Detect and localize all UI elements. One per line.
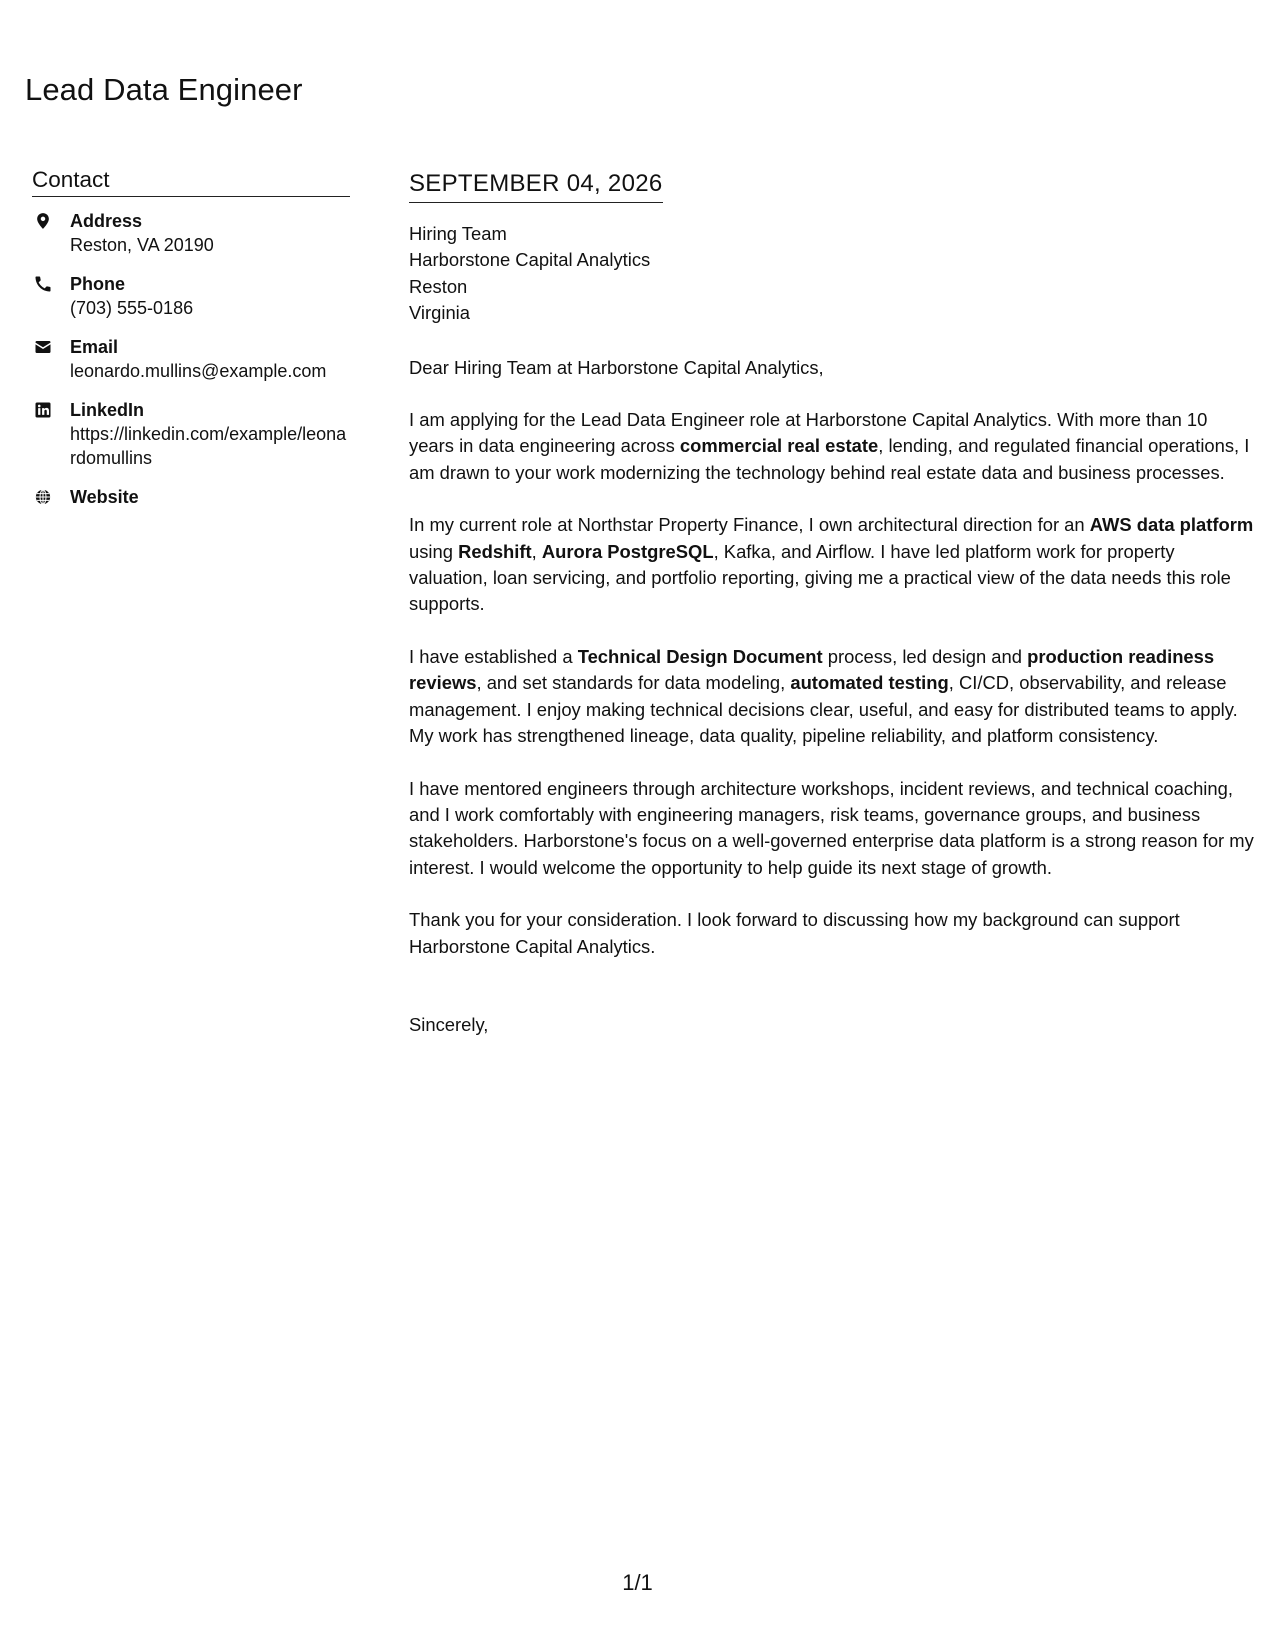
globe-icon bbox=[32, 485, 70, 506]
paragraph-text: , Kafka, and Airflow. I have led platform work for property valuation, loan servicing, and portfolio reporting, giving me a practical view of the data needs this role supports. bbox=[409, 540, 1231, 615]
linkedin-icon bbox=[32, 398, 70, 419]
contact-value-email[interactable]: leonardo.mullins@example.com bbox=[70, 361, 327, 381]
emphasis-text: AWS data platform bbox=[1089, 514, 1254, 536]
emphasis-text: automated testing bbox=[790, 672, 949, 694]
letter-paragraph bbox=[409, 407, 1257, 486]
contact-label-email: Email bbox=[70, 337, 119, 357]
contact-email bbox=[32, 335, 350, 383]
page-number: 1/1 bbox=[622, 1570, 653, 1595]
recipient-block bbox=[409, 221, 1257, 327]
letter-paragraph bbox=[409, 907, 1257, 960]
contact-label-address: Address bbox=[70, 211, 143, 231]
cover-letter bbox=[409, 168, 1257, 1064]
contact-value-phone: (703) 555-0186 bbox=[70, 298, 194, 318]
recipient-line: Virginia bbox=[409, 302, 470, 324]
contact-value-linkedin[interactable]: https://linkedin.com/example/leonardomullins bbox=[70, 424, 347, 468]
paragraph-text: process, led design and bbox=[822, 645, 1028, 667]
paragraph-text: using bbox=[409, 540, 459, 562]
contact-label-linkedin: LinkedIn bbox=[70, 400, 145, 420]
envelope-icon bbox=[32, 335, 70, 356]
recipient-line: Reston bbox=[409, 275, 468, 297]
paragraph-text: I am applying for the Lead Data Engineer role at Harborstone Capital Analytics. With more than 10 years in data engineering across bbox=[409, 409, 1208, 457]
contact-website bbox=[32, 485, 350, 509]
paragraph-text: I have mentored engineers through architecture workshops, incident reviews, and technical coaching, and I work comfortably with engineering managers, risk teams, governance groups, and business stakeholders. Harborstone's focus on a well-governed enterprise data platform is a strong reason for my interest. I would welcome the opportunity to help guide its next stage of growth. bbox=[409, 777, 1254, 878]
paragraph-text: Thank you for your consideration. I look forward to discussing how my background can support Harborstone Capital Analytics. bbox=[409, 909, 1180, 957]
contact-label-phone: Phone bbox=[70, 274, 126, 294]
recipient-line: Hiring Team bbox=[409, 223, 507, 244]
emphasis-text: commercial real estate bbox=[679, 435, 879, 457]
contact-address bbox=[32, 209, 350, 257]
page-title: Lead Data Engineer bbox=[25, 72, 303, 107]
paragraph-text: , CI/CD, observability, and release management. I enjoy making technical decisions clear, useful, and easy for distributed teams to apply. My work has strengthened lineage, data quality, pipeline reliability, and platform consistency. bbox=[409, 672, 1238, 747]
letter-paragraph bbox=[409, 512, 1257, 618]
emphasis-text: Redshift bbox=[458, 540, 532, 562]
contact-label-website: Website bbox=[70, 487, 139, 507]
salutation: Dear Hiring Team at Harborstone Capital Analytics, bbox=[409, 356, 824, 378]
paragraph-text: , bbox=[531, 540, 542, 562]
recipient-line: Harborstone Capital Analytics bbox=[409, 249, 651, 271]
emphasis-text: production readiness reviews bbox=[409, 645, 1215, 694]
contact-value-address: Reston, VA 20190 bbox=[70, 235, 214, 255]
contact-sidebar bbox=[32, 166, 350, 524]
map-pin-icon bbox=[32, 209, 70, 230]
closing: Sincerely, bbox=[409, 1013, 489, 1035]
emphasis-text: Technical Design Document bbox=[577, 645, 823, 667]
paragraph-text: In my current role at Northstar Property Finance, I own architectural direction for an bbox=[409, 514, 1090, 536]
paragraph-text: I have established a bbox=[409, 645, 578, 667]
contact-phone bbox=[32, 272, 350, 320]
contact-linkedin bbox=[32, 398, 350, 470]
phone-icon bbox=[32, 272, 70, 293]
letter-paragraph bbox=[409, 776, 1257, 882]
paragraph-text: , and set standards for data modeling, bbox=[476, 672, 791, 694]
letter-paragraph bbox=[409, 644, 1257, 750]
contact-heading: Contact bbox=[32, 166, 350, 197]
emphasis-text: Aurora PostgreSQL bbox=[541, 540, 714, 562]
letter-date: SEPTEMBER 04, 2026 bbox=[409, 168, 663, 203]
paragraph-text: , lending, and regulated financial operations, I am drawn to your work modernizing the technology behind real estate data and business processes. bbox=[409, 435, 1250, 483]
